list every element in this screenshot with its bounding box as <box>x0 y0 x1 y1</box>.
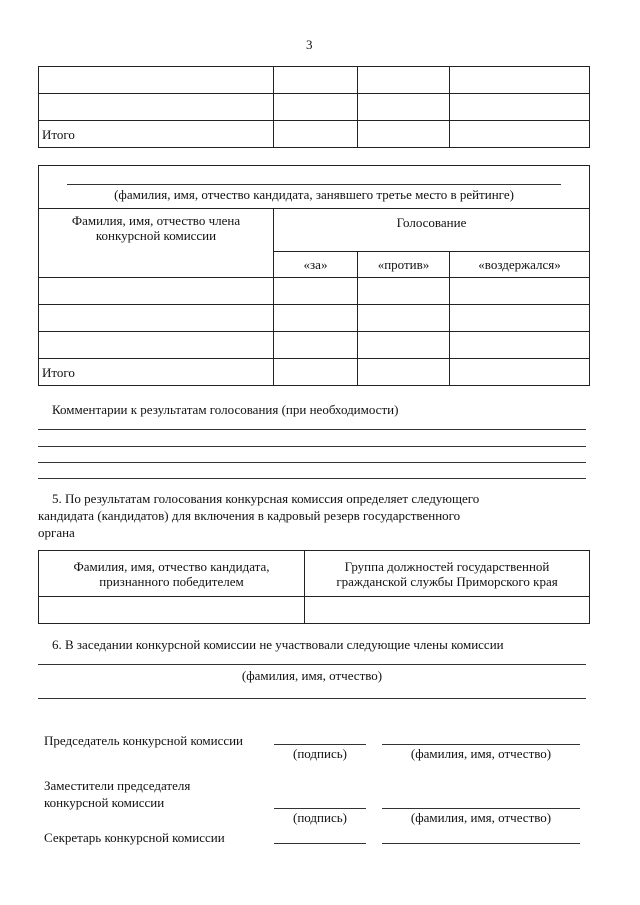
deputies-name-line[interactable] <box>382 808 580 809</box>
table-cell[interactable] <box>358 278 450 305</box>
table-cell[interactable] <box>274 94 358 121</box>
comment-line[interactable] <box>38 478 586 479</box>
deputies-label-line2: конкурсной комиссии <box>44 795 165 810</box>
table-cell[interactable] <box>39 94 274 121</box>
signature-caption: (подпись) <box>293 746 347 761</box>
total-label: Итого <box>39 359 274 386</box>
table-cell[interactable] <box>39 332 274 359</box>
secretary-signature-line[interactable] <box>274 843 366 844</box>
table-cell[interactable] <box>450 121 590 148</box>
winner-name-header-text: Фамилия, имя, отчество кандидата, признанного победителем <box>73 558 270 589</box>
absent-members-line[interactable] <box>38 664 586 665</box>
col-abstain-header: «воздержался» <box>450 252 590 278</box>
name-caption: (фамилия, имя, отчество) <box>410 810 552 825</box>
table-cell[interactable] <box>274 278 358 305</box>
table-cell[interactable] <box>358 332 450 359</box>
table-cell[interactable] <box>358 94 450 121</box>
deputies-label-line1: Заместители председателя <box>44 778 191 793</box>
member-header-text: Фамилия, имя, отчество члена конкурсной комиссии <box>71 213 241 243</box>
candidate-name-line[interactable] <box>67 184 561 185</box>
table-cell[interactable] <box>358 67 450 94</box>
comment-line[interactable] <box>38 446 586 447</box>
table-cell[interactable] <box>274 305 358 332</box>
position-group-header-text: Группа должностей государственной гражданской службы Приморского края <box>336 558 558 589</box>
comment-line[interactable] <box>38 462 586 463</box>
table-cell[interactable] <box>450 332 590 359</box>
third-place-votes-table <box>38 165 590 386</box>
section5-line1: 5. По результатам голосования конкурсная комиссия определяет следующего <box>52 491 480 506</box>
table-cell[interactable] <box>450 94 590 121</box>
table-cell[interactable] <box>39 67 274 94</box>
chairman-signature-line[interactable] <box>274 744 366 745</box>
comments-label: Комментарии к результатам голосования (при необходимости) <box>52 402 399 417</box>
chairman-name-line[interactable] <box>382 744 580 745</box>
name-caption: (фамилия, имя, отчество) <box>410 746 552 761</box>
candidate-caption: (фамилия, имя, отчество кандидата, занявшего третье место в рейтинге) <box>114 187 514 202</box>
absent-members-line[interactable] <box>38 698 586 699</box>
total-label: Итого <box>39 121 274 148</box>
table-cell[interactable] <box>274 359 358 386</box>
table-cell[interactable] <box>39 305 274 332</box>
col-against-header: «против» <box>358 252 450 278</box>
table-cell[interactable] <box>358 305 450 332</box>
position-group-header <box>305 551 590 597</box>
table-cell[interactable] <box>274 121 358 148</box>
signature-caption: (подпись) <box>293 810 347 825</box>
table-cell[interactable] <box>450 359 590 386</box>
section6-text: 6. В заседании конкурсной комиссии не участвовали следующие члены комиссии <box>52 637 504 652</box>
table-cell[interactable] <box>305 597 590 624</box>
table-cell[interactable] <box>39 597 305 624</box>
section5-line2: кандидата (кандидатов) для включения в кадровый резерв государственного <box>38 508 461 523</box>
table-cell[interactable] <box>450 305 590 332</box>
absent-members-caption: (фамилия, имя, отчество) <box>241 668 383 683</box>
table-cell[interactable] <box>274 67 358 94</box>
page-number: 3 <box>306 37 313 52</box>
winner-name-header <box>39 551 305 597</box>
winner-table <box>38 550 590 624</box>
col-for-header: «за» <box>274 252 358 278</box>
chairman-label: Председатель конкурсной комиссии <box>44 733 244 748</box>
table-cell[interactable] <box>450 67 590 94</box>
secretary-name-line[interactable] <box>382 843 580 844</box>
secretary-label: Секретарь конкурсной комиссии <box>44 830 225 845</box>
table-cell[interactable] <box>358 359 450 386</box>
comment-line[interactable] <box>38 429 586 430</box>
section5-line3: органа <box>38 525 75 540</box>
voting-header: Голосование <box>274 209 590 252</box>
votes-table-continued <box>38 66 590 148</box>
member-header <box>39 209 274 278</box>
table-cell[interactable] <box>450 278 590 305</box>
table-cell[interactable] <box>39 278 274 305</box>
candidate-name-row <box>39 166 590 209</box>
deputies-signature-line[interactable] <box>274 808 366 809</box>
table-cell[interactable] <box>358 121 450 148</box>
table-cell[interactable] <box>274 332 358 359</box>
